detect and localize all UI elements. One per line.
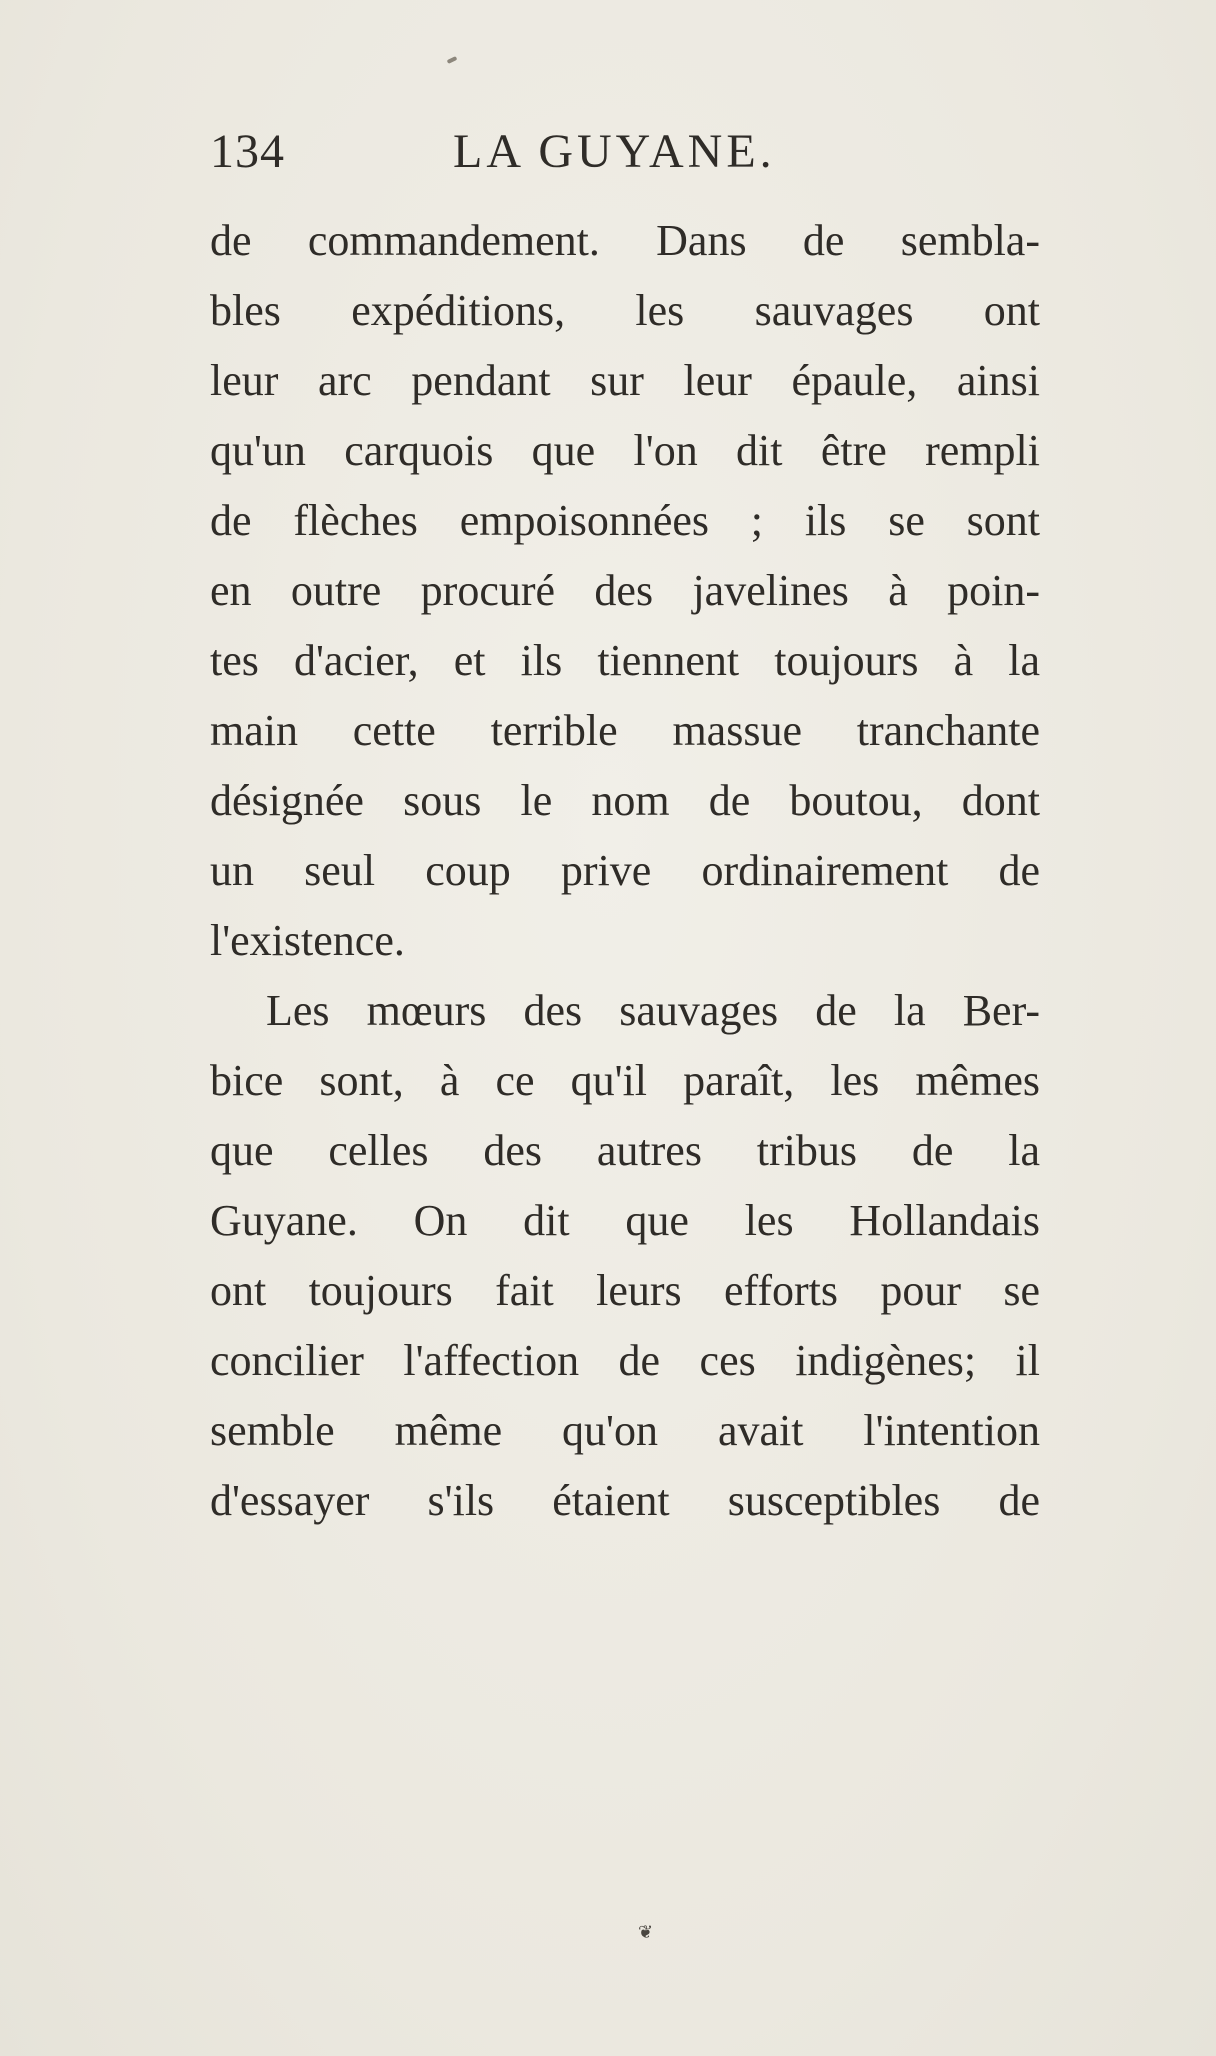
text-line: main cette terrible massue tranchante (210, 706, 1040, 755)
text-line: de flèches empoisonnées ; ils se sont (210, 496, 1040, 545)
text-line: un seul coup prive ordinairement de (210, 846, 1040, 895)
page-number: 134 (210, 125, 285, 178)
text-line: ont toujours fait leurs efforts pour se (210, 1266, 1040, 1315)
text-line: Guyane. On dit que les Hollandais (210, 1196, 1040, 1245)
text-line: désignée sous le nom de boutou, dont (210, 776, 1040, 825)
text-line: qu'un carquois que l'on dit être rempli (210, 426, 1040, 475)
paragraph-start-line: Les mœurs des sauvages de la Ber- (266, 986, 1040, 1035)
text-line: d'essayer s'ils étaient susceptibles de (210, 1476, 1040, 1525)
running-head (210, 124, 850, 184)
paragraph-end-line: l'existence. (210, 916, 405, 965)
text-line: bice sont, à ce qu'il paraît, les mêmes (210, 1056, 1040, 1105)
text-line: bles expéditions, les sauvages ont (210, 286, 1040, 335)
ornament-icon: ❦ (638, 1922, 654, 1943)
text-line: semble même qu'on avait l'intention (210, 1406, 1040, 1455)
text-line: que celles des autres tribus de la (210, 1126, 1040, 1175)
text-line: en outre procuré des javelines à poin- (210, 566, 1040, 615)
running-title: LA GUYANE. (453, 125, 776, 178)
text-line: leur arc pendant sur leur épaule, ainsi (210, 356, 1040, 405)
text-line: tes d'acier, et ils tiennent toujours à la (210, 636, 1040, 685)
text-line: de commandement. Dans de sembla- (210, 216, 1040, 265)
body-text (210, 206, 1040, 1536)
text-line: concilier l'affection de ces indigènes; il (210, 1336, 1040, 1385)
ink-speck (447, 56, 458, 64)
